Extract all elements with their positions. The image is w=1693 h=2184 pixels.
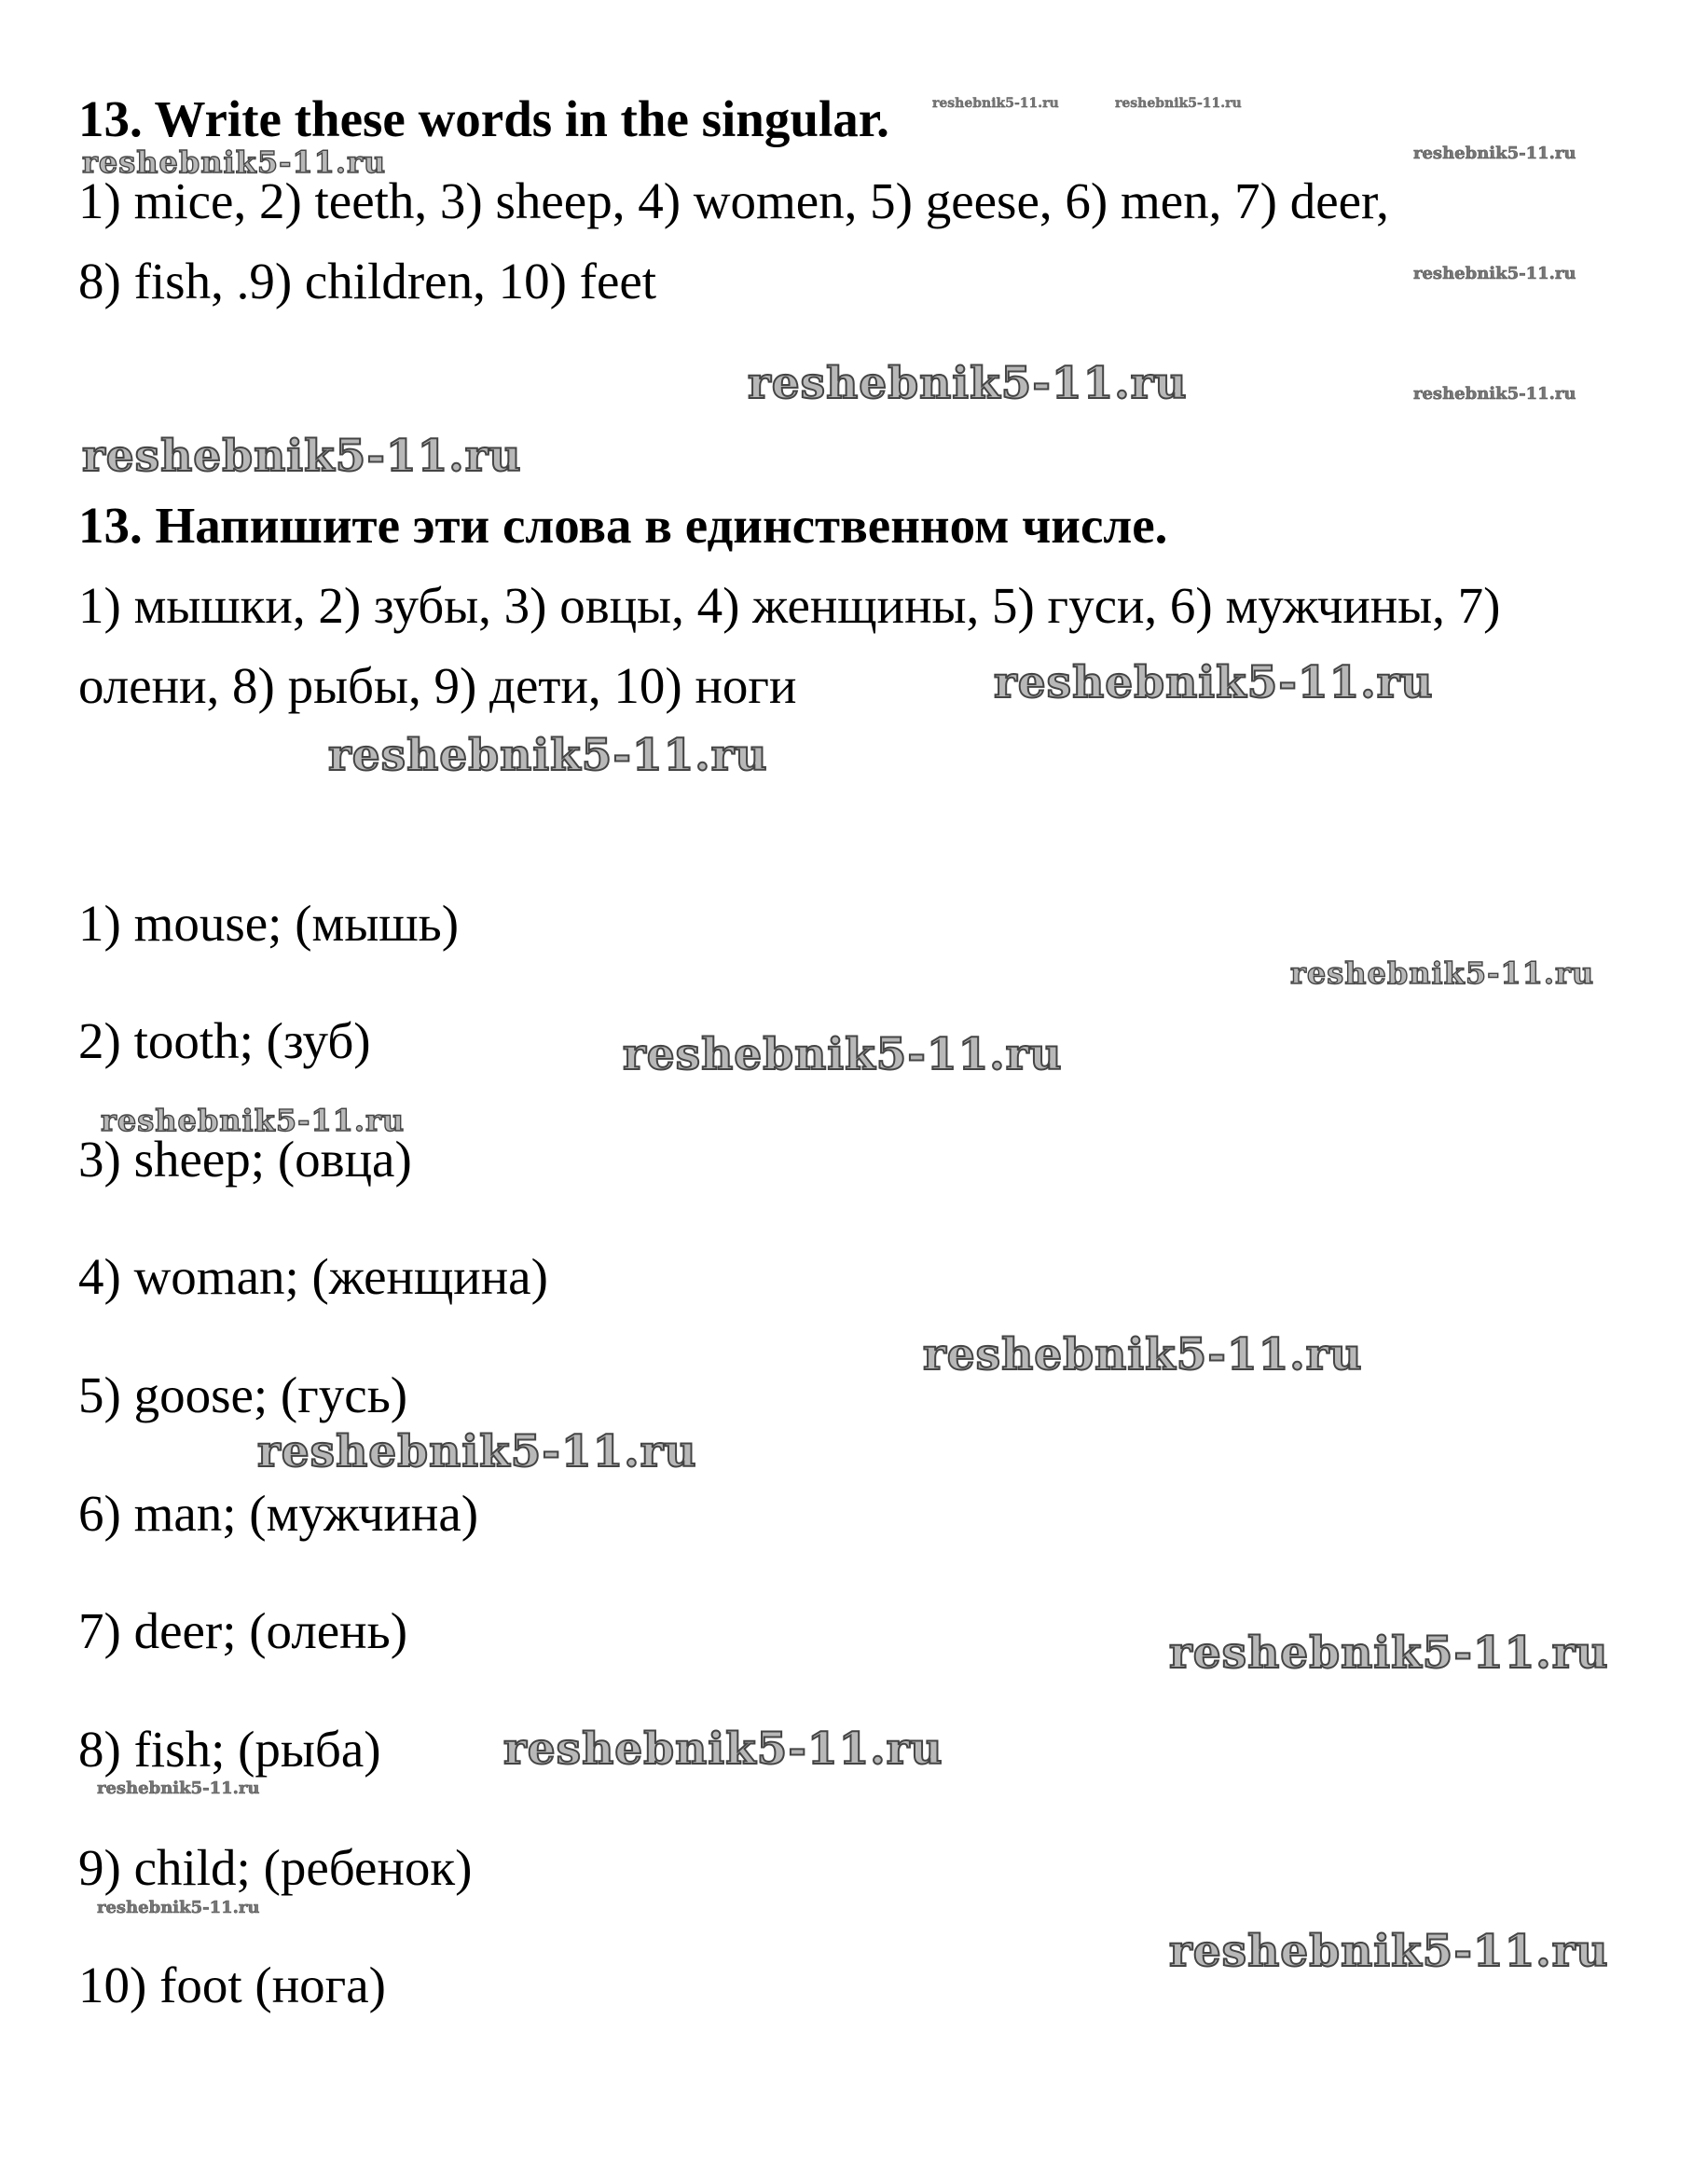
answer-item-1: 1) mouse; (мышь) — [78, 895, 460, 952]
answer-item-3: 3) sheep; (овца) — [78, 1131, 412, 1188]
watermark: reshebnik5-11.ru — [923, 1329, 1363, 1380]
watermark: reshebnik5-11.ru — [1413, 384, 1576, 404]
watermark: reshebnik5-11.ru — [1169, 1926, 1609, 1977]
watermark: reshebnik5-11.ru — [748, 358, 1188, 409]
watermark: reshebnik5-11.ru — [1290, 955, 1595, 991]
exercise-heading-en: 13. Write these words in the singular. — [78, 90, 889, 147]
answer-item-9: 9) child; (ребенок) — [78, 1839, 473, 1896]
watermark: reshebnik5-11.ru — [994, 657, 1434, 708]
exercise-words-line-2-en: 8) fish, .9) children, 10) feet — [78, 253, 657, 309]
watermark: reshebnik5-11.ru — [97, 1779, 260, 1798]
answer-item-8: 8) fish; (рыба) — [78, 1721, 381, 1778]
watermark: reshebnik5-11.ru — [1115, 96, 1242, 111]
watermark: reshebnik5-11.ru — [1413, 264, 1576, 283]
watermark: reshebnik5-11.ru — [97, 1898, 260, 1917]
watermark: reshebnik5-11.ru — [328, 730, 768, 781]
watermark: reshebnik5-11.ru — [623, 1029, 1063, 1080]
watermark: reshebnik5-11.ru — [1413, 144, 1576, 163]
exercise-words-line-1-ru: 1) мышки, 2) зубы, 3) овцы, 4) женщины, 5) гуси, 6) мужчины, 7) — [78, 577, 1501, 634]
exercise-words-line-2-ru: олени, 8) рыбы, 9) дети, 10) ноги — [78, 657, 797, 714]
answer-item-5: 5) goose; (гусь) — [78, 1367, 408, 1423]
answer-item-6: 6) man; (мужчина) — [78, 1485, 479, 1542]
watermark: reshebnik5-11.ru — [82, 144, 387, 180]
exercise-heading-ru: 13. Напишите эти слова в единственном числе. — [78, 497, 1168, 554]
watermark: reshebnik5-11.ru — [932, 96, 1059, 111]
answer-item-10: 10) foot (нога) — [78, 1957, 386, 2013]
watermark: reshebnik5-11.ru — [1169, 1628, 1609, 1679]
answer-item-4: 4) woman; (женщина) — [78, 1248, 548, 1305]
watermark: reshebnik5-11.ru — [257, 1426, 697, 1477]
answer-item-7: 7) deer; (олень) — [78, 1602, 408, 1659]
watermark: reshebnik5-11.ru — [82, 431, 522, 482]
watermark: reshebnik5-11.ru — [101, 1103, 406, 1138]
exercise-words-line-1-en: 1) mice, 2) teeth, 3) sheep, 4) women, 5) geese, 6) men, 7) deer, — [78, 172, 1389, 229]
answer-item-2: 2) tooth; (зуб) — [78, 1012, 371, 1069]
watermark: reshebnik5-11.ru — [503, 1724, 943, 1775]
